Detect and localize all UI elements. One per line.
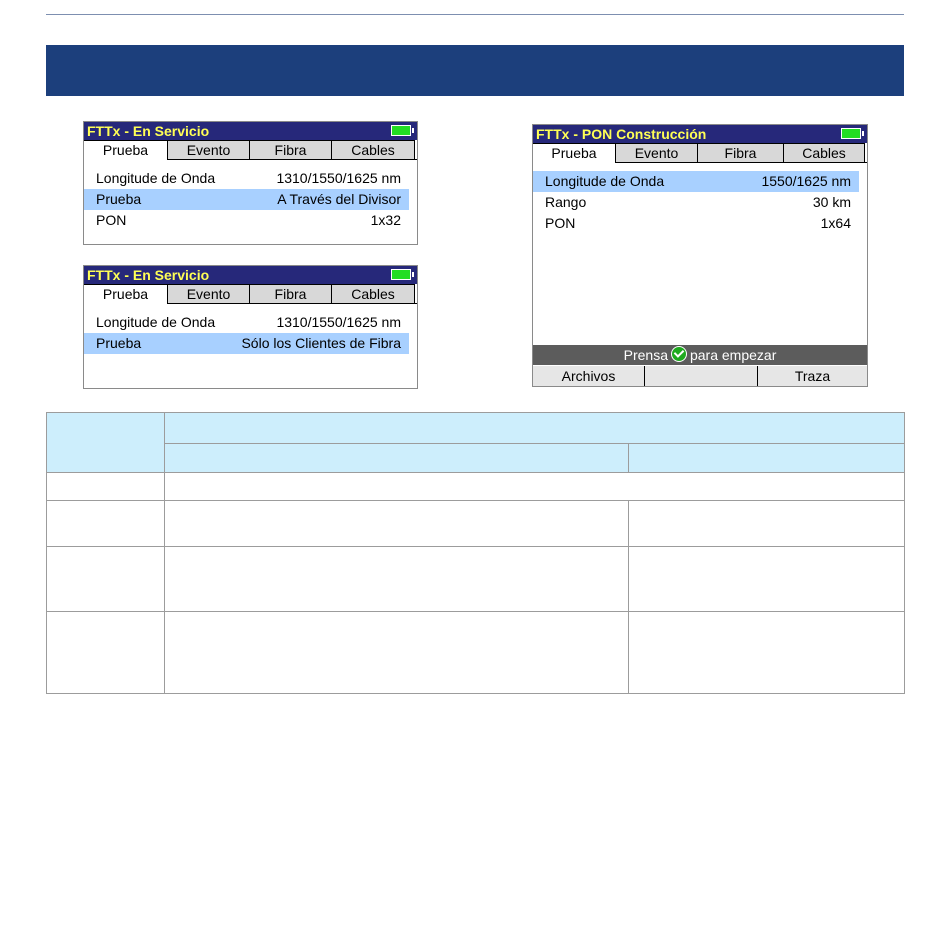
comparison-table (46, 412, 905, 694)
table-cell (629, 501, 905, 547)
setting-label: Rango (545, 194, 587, 210)
table-corner-header (47, 413, 165, 473)
setting-label: PON (96, 212, 127, 228)
status-bar (533, 345, 867, 365)
softkey-empty[interactable] (644, 366, 757, 386)
tab-fibra[interactable]: Fibra (249, 284, 331, 304)
battery-icon (841, 128, 861, 139)
setting-value: A Través del Divisor (277, 191, 401, 207)
tab-prueba[interactable]: Prueba (84, 140, 167, 160)
check-circle-icon (671, 346, 687, 362)
tab-cables[interactable]: Cables (331, 284, 415, 304)
setting-row-range[interactable] (533, 192, 859, 213)
setting-label: Longitude de Onda (545, 173, 665, 189)
table-row (47, 501, 905, 547)
tab-prueba[interactable]: Prueba (84, 284, 167, 304)
tab-prueba[interactable]: Prueba (533, 143, 615, 163)
table-cell (165, 547, 629, 612)
device-screen-2 (83, 265, 418, 389)
status-text-after: para empezar (689, 347, 777, 363)
screen-tabs (533, 143, 867, 163)
setting-row-test[interactable] (84, 189, 409, 210)
setting-label: Prueba (96, 335, 142, 351)
table-cell (629, 612, 905, 694)
settings-list (533, 163, 867, 234)
softkey-bar (533, 366, 867, 386)
setting-row-wavelength[interactable] (533, 171, 859, 192)
table-cell (165, 501, 629, 547)
tab-fibra[interactable]: Fibra (697, 143, 783, 163)
table-column-header (165, 444, 629, 473)
table-cell (629, 547, 905, 612)
tab-evento[interactable]: Evento (167, 140, 249, 160)
tab-fibra[interactable]: Fibra (249, 140, 331, 160)
setting-label: Longitude de Onda (96, 170, 216, 186)
table-cell (165, 473, 905, 501)
setting-row-test[interactable] (84, 333, 409, 354)
tab-evento[interactable]: Evento (167, 284, 249, 304)
table-cell (47, 473, 165, 501)
header-banner (46, 45, 904, 96)
battery-icon (391, 269, 411, 280)
softkey-traza[interactable]: Traza (757, 366, 867, 386)
top-rule (46, 14, 904, 15)
table-row (47, 612, 905, 694)
setting-value: 1310/1550/1625 nm (276, 170, 401, 186)
screen-title: FTTx - En Servicio (87, 123, 210, 139)
device-screen-3 (532, 124, 868, 387)
setting-value: 30 km (812, 194, 851, 210)
tab-cables[interactable]: Cables (783, 143, 865, 163)
setting-label: PON (545, 215, 576, 231)
screen-title-bar (533, 125, 867, 143)
setting-value: 1310/1550/1625 nm (276, 314, 401, 330)
screen-tabs (84, 284, 417, 304)
table-cell (47, 501, 165, 547)
tab-cables[interactable]: Cables (331, 140, 415, 160)
table-row (47, 473, 905, 501)
settings-list (84, 304, 417, 354)
setting-value: 1550/1625 nm (761, 173, 851, 189)
battery-icon (391, 125, 411, 136)
device-screen-1 (83, 121, 418, 245)
screen-title-bar (84, 266, 417, 284)
setting-row-wavelength[interactable] (84, 312, 409, 333)
setting-value: Sólo los Clientes de Fibra (241, 335, 401, 351)
setting-row-pon[interactable] (84, 210, 409, 231)
status-text-before: Prensa (623, 347, 668, 363)
tab-evento[interactable]: Evento (615, 143, 697, 163)
settings-list (84, 160, 417, 231)
setting-label: Longitude de Onda (96, 314, 216, 330)
table-cell (47, 612, 165, 694)
screen-tabs (84, 140, 417, 160)
screen-title: FTTx - En Servicio (87, 267, 210, 283)
screen-title-bar (84, 122, 417, 140)
softkey-archivos[interactable]: Archivos (561, 368, 616, 384)
table-row (47, 547, 905, 612)
table-cell (47, 547, 165, 612)
setting-label: Prueba (96, 191, 142, 207)
screen-title: FTTx - PON Construcción (536, 126, 707, 142)
table-column-header (629, 444, 905, 473)
setting-value: 1x64 (820, 215, 851, 231)
setting-value: 1x32 (370, 212, 401, 228)
table-cell (165, 612, 629, 694)
setting-row-pon[interactable] (533, 213, 859, 234)
setting-row-wavelength[interactable] (84, 168, 409, 189)
table-group-header (165, 413, 905, 444)
